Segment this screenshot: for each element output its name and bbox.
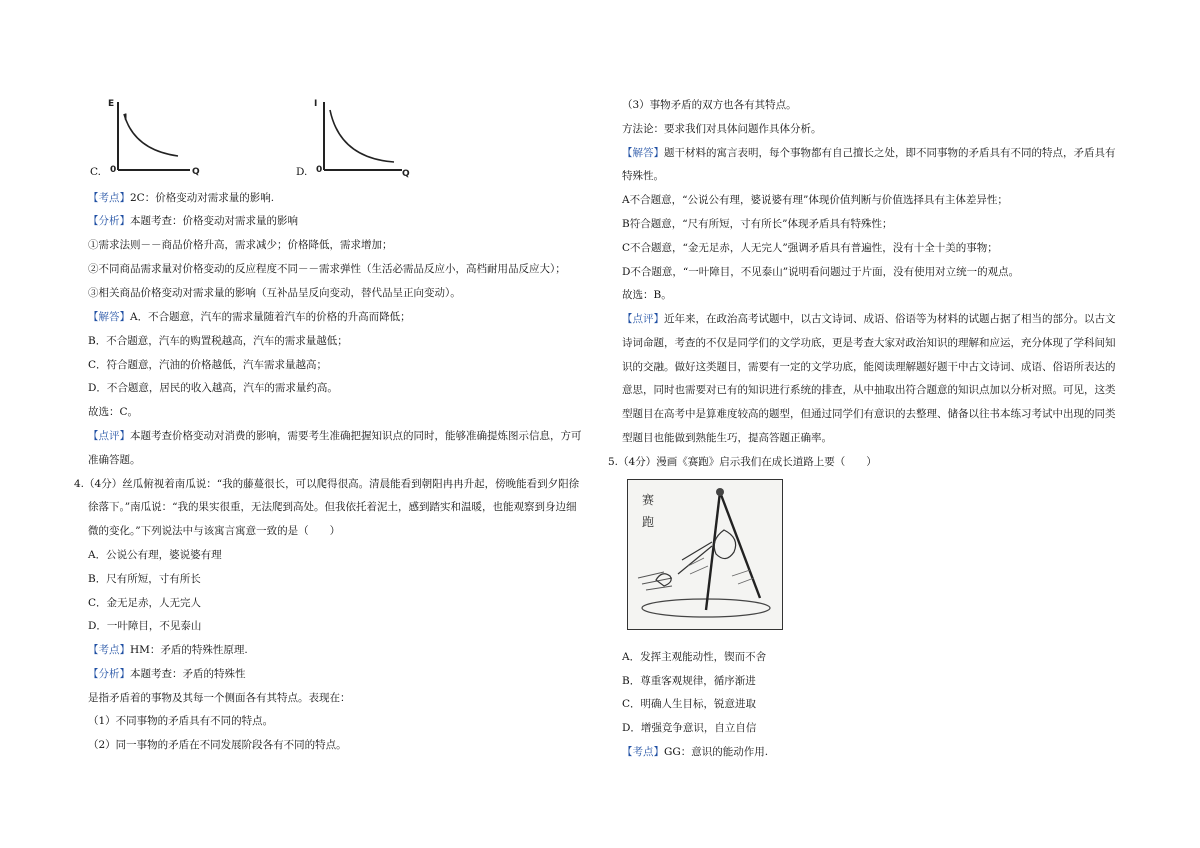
q4-choice-a: A．公说公有理，婆说婆有理 <box>88 549 222 561</box>
q4-choice-c: C．金无足赤，人无完人 <box>88 597 202 609</box>
kaodian-tag: 【考点】 <box>88 644 130 656</box>
q3-point-3: ③相关商品价格变动对需求量的影响（互补品呈反向变动，替代品呈正向变动）。 <box>88 287 461 299</box>
q4-stem-2: 徐落下。”南瓜说：“我的果实很重，无法爬到高处。但我依托着泥土，感到踏实和温暖，也能观察到身边细 <box>88 501 577 513</box>
jieda-tag: 【解答】 <box>622 147 664 159</box>
compass-hinge <box>716 488 724 496</box>
graph-c-origin: 0 <box>110 165 117 175</box>
fenxi-text: 本题考查：价格变动对需求量的影响 <box>130 215 298 227</box>
q4-jieda-cont: 特殊性。 <box>622 170 664 182</box>
compass-leg-right <box>720 492 760 598</box>
q3-dianping <box>88 429 582 443</box>
graph-d <box>314 98 414 178</box>
graph-c <box>108 98 198 178</box>
kaodian-tag: 【考点】 <box>88 192 130 204</box>
q4-fenxi-line-3: （2）同一事物的矛盾在不同发展阶段各有不同的特点。 <box>88 739 347 751</box>
graph-d-x-label: Q <box>402 169 410 179</box>
q4-dianping-cont-4: 型题目在高考中是算难度较高的题型，但通过同学们有意识的去整理、储备以往书本练习考试中出现的同类 <box>622 408 1116 420</box>
dianping-text: 近年来，在政治高考试题中，以古文诗词、成语、俗语等为材料的试题占据了相当的部分。以古文 <box>664 313 1116 325</box>
q4-answer: 故选：B。 <box>622 289 672 301</box>
q4-fenxi-line-2: （1）不同事物的矛盾具有不同的特点。 <box>88 715 274 727</box>
q4-fenxi-line-1: 是指矛盾着的事物及其每一个侧面各有其特点。表现在： <box>88 692 351 704</box>
q3-fenxi <box>88 214 298 228</box>
kaodian-text: GG：意识的能动作用. <box>664 746 769 758</box>
q4-analysis-a: A不合题意，“公说公有理，婆说婆有理”体现价值判断与价值选择具有主体差异性； <box>622 194 1008 206</box>
q3-point-2: ②不同商品需求量对价格变动的反应程度不同－－需求弹性（生活必需品反应小，高档耐用品反应大）； <box>88 263 566 275</box>
q5-choice-c: C．明确人生目标，锐意进取 <box>622 698 757 710</box>
q4-choice-d: D．一叶障目，不见泰山 <box>88 620 202 632</box>
compass-leg-left <box>706 492 720 610</box>
jieda-tag: 【解答】 <box>88 311 130 323</box>
runner-body <box>714 530 735 559</box>
kaodian-tag: 【考点】 <box>622 746 664 758</box>
q4-choice-b: B．尺有所短，寸有所长 <box>88 573 201 585</box>
runner-arm <box>678 542 712 574</box>
q3-dianping-cont: 准确答题。 <box>88 454 141 466</box>
kaodian-text: HM：矛盾的特殊性原理. <box>130 644 248 656</box>
q3-option-d: D．不合题意，居民的收入越高，汽车的需求量约高。 <box>88 382 338 394</box>
q4-dianping <box>622 312 1116 326</box>
cartoon-title-char-2: 跑 <box>642 515 655 529</box>
cartoon-drawing <box>628 480 782 629</box>
q4-analysis-d: D不合题意，“一叶障目，不见泰山”说明看问题过于片面，没有使用对立统一的观点。 <box>622 266 1020 278</box>
q3-jieda <box>88 310 411 324</box>
jieda-text: 题干材料的寓言表明，每个事物都有自己擅长之处，即不同事物的矛盾具有不同的特点，矛盾具有 <box>664 147 1116 159</box>
fenxi-text: 本题考查：矛盾的特殊性 <box>130 668 246 680</box>
q3-point-1: ①需求法则－－商品价格升高，需求减少；价格降低，需求增加； <box>88 239 393 251</box>
q5-choice-a: A．发挥主观能动性，锲而不舍 <box>622 651 767 663</box>
graph-d-y-label: I <box>314 99 318 109</box>
hatching <box>688 558 754 584</box>
q3-option-b: B．不合题意，汽车的购置税越高，汽车的需求量越低； <box>88 335 348 347</box>
graph-c-x-label: Q <box>192 167 200 177</box>
dianping-tag: 【点评】 <box>88 430 130 442</box>
kaodian-text: 2C：价格变动对需求量的影响. <box>130 192 275 204</box>
fenxi-tag: 【分析】 <box>88 215 130 227</box>
q4-stem-1: 4.（4分）丝瓜俯视着南瓜说：“我的藤蔓很长，可以爬得很高。清晨能看到朝阳冉冉升起，傍晚能看到夕阳徐 <box>74 478 580 490</box>
q4-dianping-cont-3: 意思，同时也需要对已有的知识进行系统的排查，从中抽取出符合题意的知识点加以分析对照。可见，这类 <box>622 384 1116 396</box>
q3-kaodian <box>88 191 274 205</box>
fenxi-tag: 【分析】 <box>88 668 130 680</box>
dianping-tag: 【点评】 <box>622 313 664 325</box>
q4-analysis-b: B符合题意，“尺有所短，寸有所长”体现矛盾具有特殊性； <box>622 218 893 230</box>
q4-jieda <box>622 146 1116 160</box>
q3-answer: 故选：C。 <box>88 406 139 418</box>
q4-dianping-cont-5: 型题目也能做到熟能生巧，提高答题正确率。 <box>622 432 832 444</box>
q4-fenxi <box>88 667 246 681</box>
q4-cont-2: 方法论：要求我们对具体问题作具体分析。 <box>622 123 822 135</box>
q4-analysis-c: C不合题意，“金无足赤，人无完人”强调矛盾具有普遍性，没有十全十美的事物； <box>622 242 998 254</box>
q4-cont-1: （3）事物矛盾的双方也各有其特点。 <box>622 99 797 111</box>
dianping-text: 本题考查价格变动对消费的影响，需要考生准确把握知识点的同时，能够准确提炼图示信息，方可 <box>130 430 582 442</box>
jieda-text: A．不合题意，汽车的需求量随着汽车的价格的升高而降低； <box>130 311 411 323</box>
q5-stem: 5.（4分）漫画《赛跑》启示我们在成长道路上要（ ） <box>608 456 877 468</box>
q5-choice-d: D．增强竞争意识，自立自信 <box>622 722 757 734</box>
graph-c-y-label: E <box>108 99 115 109</box>
cartoon-race-image <box>627 479 783 630</box>
graph-c-curve <box>124 114 178 156</box>
q5-kaodian <box>622 745 768 759</box>
graph-d-origin: 0 <box>316 165 323 175</box>
q4-dianping-cont-2: 识的交融。做好这类题目，需要有一定的文学功底，能阅读理解题好题干中古文诗词、成语、俗语所表达的 <box>622 361 1116 373</box>
q4-dianping-cont-1: 诗词命题，考查的不仅是同学们的文学功底，更是考查大家对政治知识的理解和应运，充分体现了学科间知 <box>622 337 1116 349</box>
q5-choice-b: B．尊重客观规律，循序渐进 <box>622 675 756 687</box>
graph-c-curve-label: I <box>124 113 128 123</box>
q4-kaodian <box>88 643 248 657</box>
graph-d-option: D. <box>296 166 308 178</box>
cartoon-title-char-1: 赛 <box>642 493 655 507</box>
graph-c-option: C. <box>90 166 101 178</box>
q4-stem-3: 微的变化。”下列说法中与该寓言寓意一致的是（ ） <box>88 525 341 537</box>
graph-d-curve <box>330 110 394 162</box>
q3-option-c: C．符合题意，汽油的价格越低，汽车需求量越高； <box>88 359 328 371</box>
